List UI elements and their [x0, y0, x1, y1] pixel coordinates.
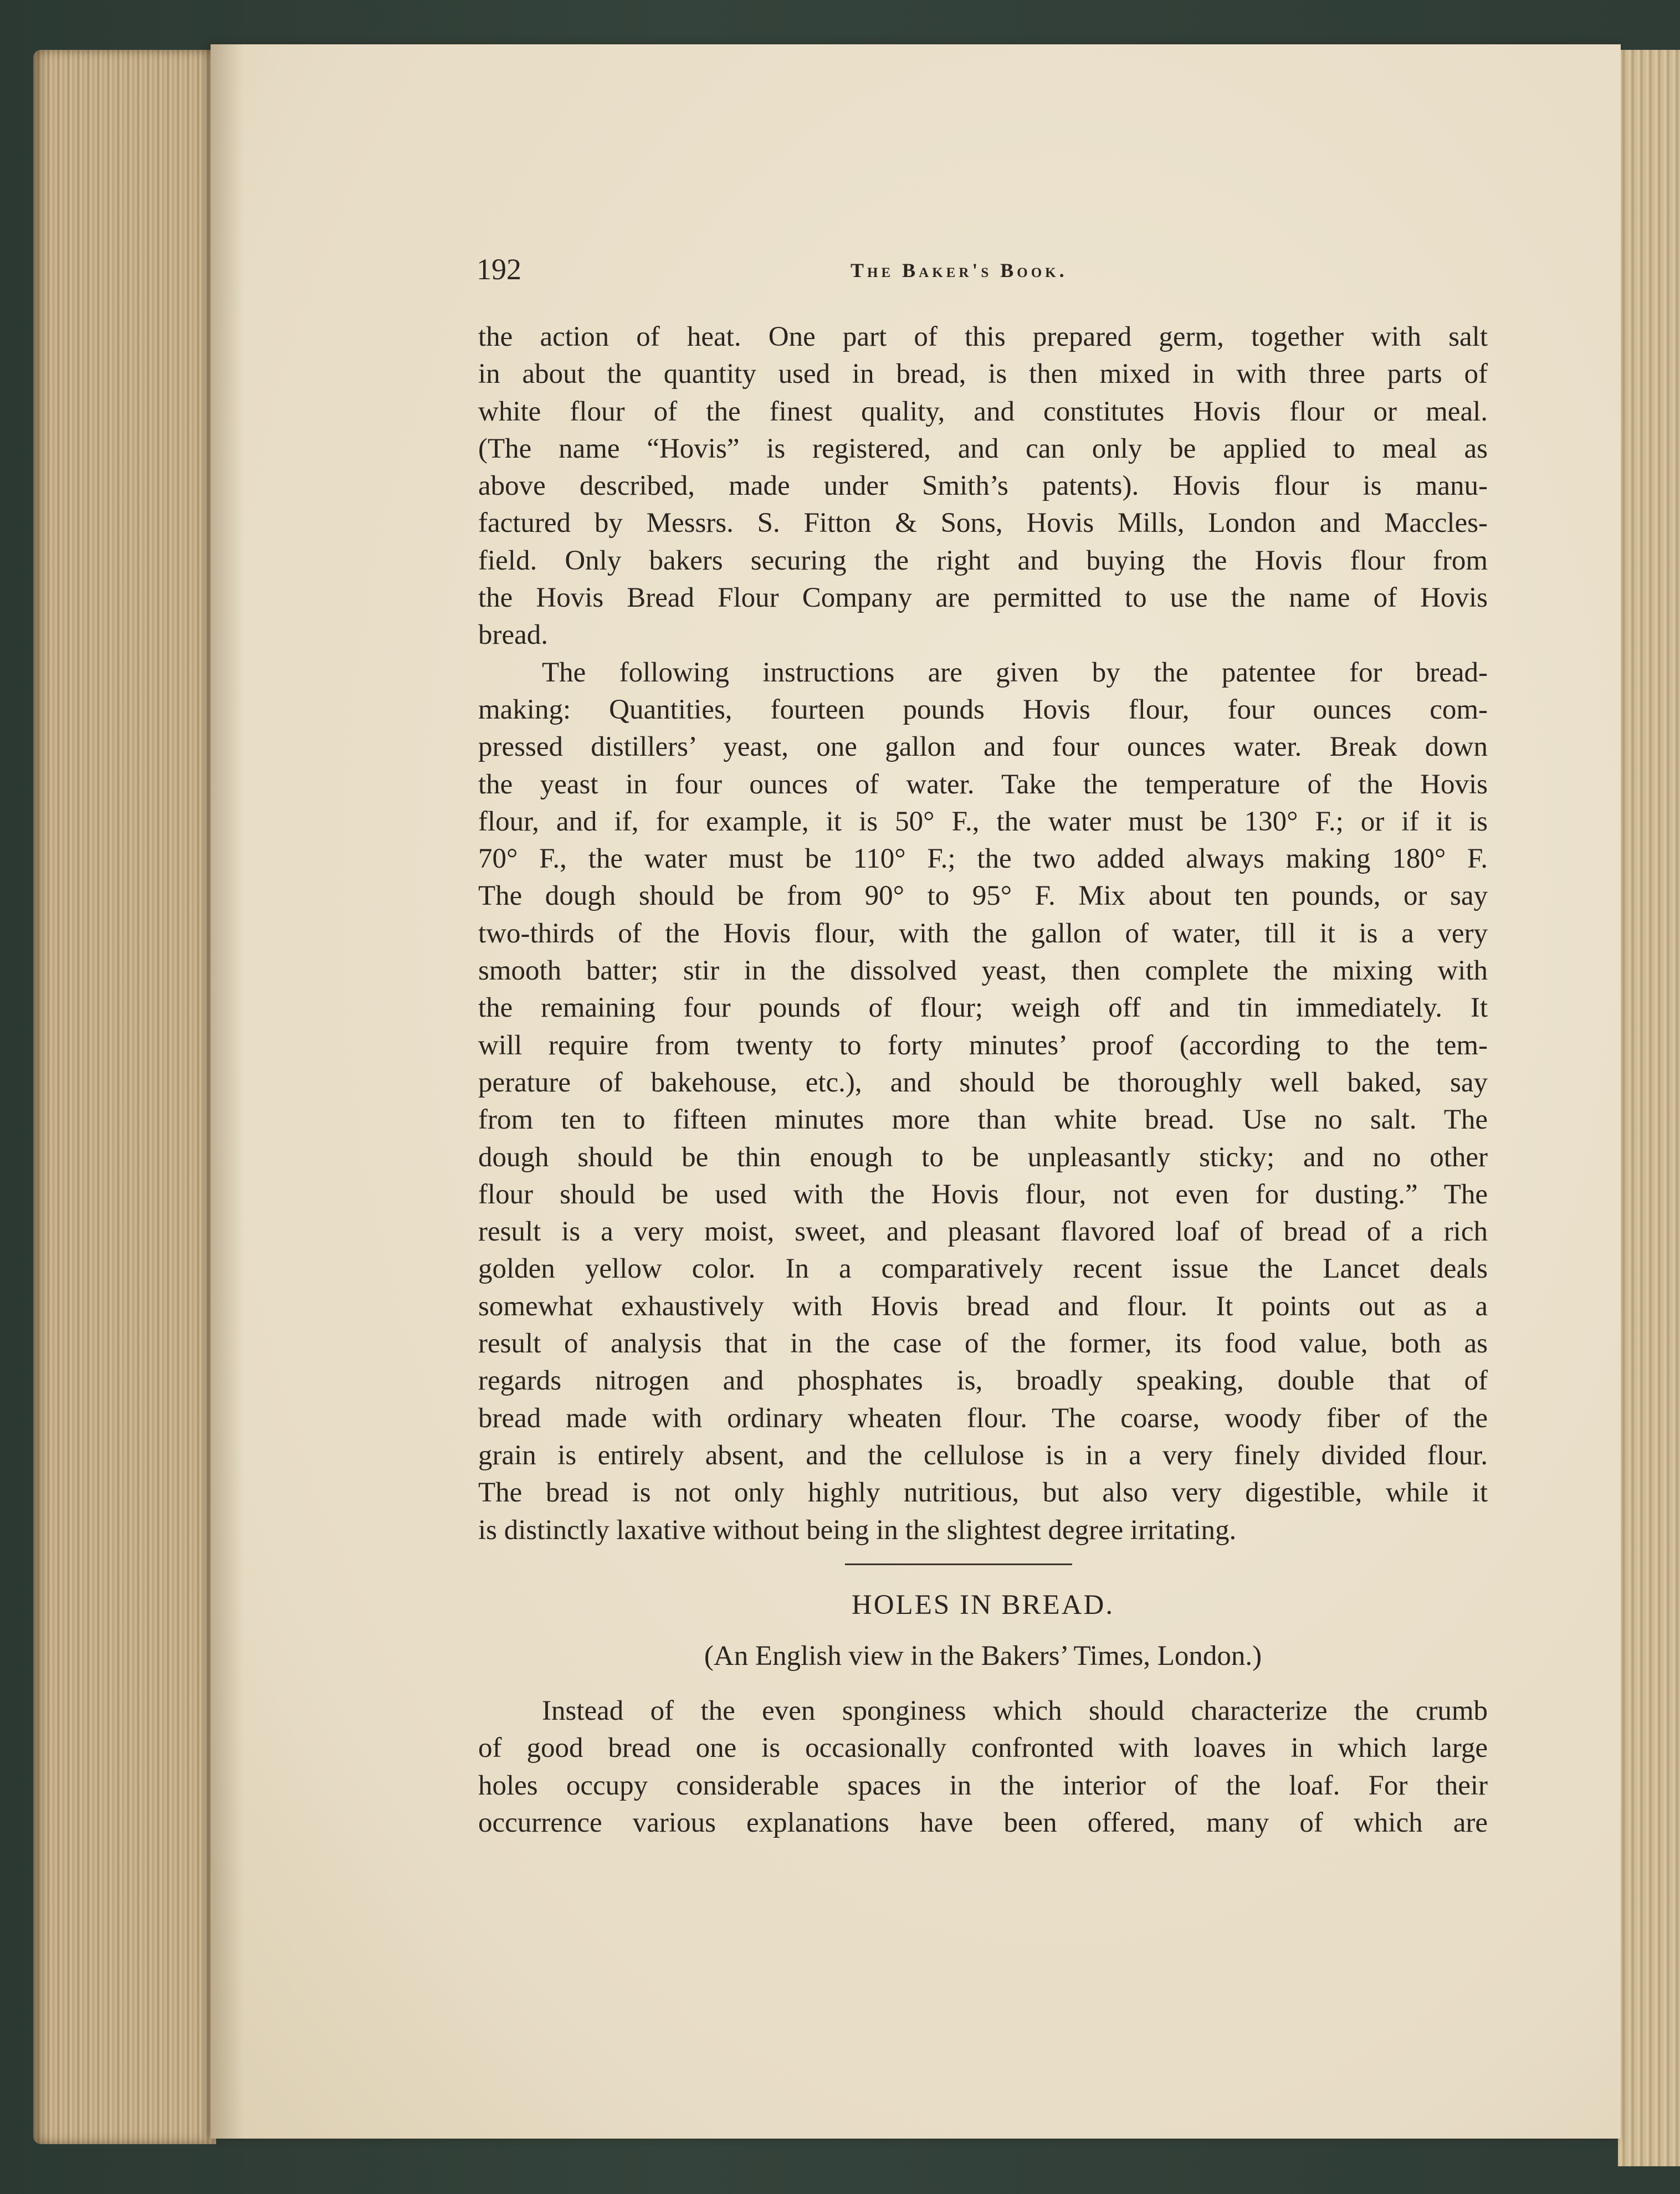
page-edges-left: [33, 50, 216, 2144]
text-line: field. Only bakers securing the right and buying the Hovis flour from: [478, 545, 1488, 576]
page-header: [477, 252, 1491, 296]
text-line: two-thirds of the Hovis flour, with the gallon of water, till it is a very: [478, 917, 1488, 949]
text-line: The following instructions are given by the patentee for bread-: [542, 657, 1488, 688]
section-title: HOLES IN BREAD.: [851, 1590, 1115, 1621]
text-line: smooth batter; stir in the dissolved yeast, then complete the mixing with: [478, 955, 1488, 987]
text-line: grain is entirely absent, and the cellulose is in a very finely divided flour.: [478, 1439, 1488, 1471]
paragraph: [478, 319, 1488, 654]
text-line: bread made with ordinary wheaten flour. The coarse, woody fiber of the: [478, 1402, 1488, 1434]
text-line: dough should be thin enough to be unpleasantly sticky; and no other: [478, 1141, 1488, 1173]
text-line: in about the quantity used in bread, is then mixed in with three parts of: [478, 358, 1488, 390]
text-line: bread.: [478, 619, 549, 651]
section-subtitle: (An English view in the Bakers’ Times, London.): [704, 1641, 1262, 1672]
text-line: above described, made under Smith’s patents). Hovis flour is manu-: [478, 470, 1488, 502]
text-line: white flour of the finest quality, and constitutes Hovis flour or meal.: [478, 396, 1488, 427]
text-line: flour should be used with the Hovis flour, not even for dusting.” The: [478, 1178, 1488, 1210]
text-line: The bread is not only highly nutritious, but also very digestible, while it: [478, 1477, 1488, 1509]
text-line: making: Quantities, fourteen pounds Hovis flour, four ounces com-: [478, 694, 1488, 725]
page-number: 192: [477, 253, 521, 286]
text-line: pressed distillers’ yeast, one gallon and four ounces water. Break down: [478, 731, 1488, 763]
text-line: the yeast in four ounces of water. Take the temperature of the Hovis: [478, 768, 1488, 800]
text-line: holes occupy considerable spaces in the interior of the loaf. For their: [478, 1770, 1488, 1801]
text-line: the action of heat. One part of this prepared germ, together with salt: [478, 321, 1488, 352]
gutter-shadow: [211, 44, 244, 2139]
text-line: regards nitrogen and phosphates is, broadly speaking, double that of: [478, 1365, 1488, 1397]
page-edges-right: [1618, 50, 1680, 2166]
text-line: 70° F., the water must be 110° F.; the two added always making 180° F.: [478, 843, 1488, 875]
text-line: Instead of the even sponginess which should characterize the crumb: [542, 1695, 1488, 1726]
section-body: [478, 1693, 1488, 1842]
running-head: The Baker's Book.: [851, 259, 1068, 281]
text-line: occurrence various explanations have been offered, many of which are: [478, 1807, 1488, 1838]
text-line: result of analysis that in the case of the former, its food value, both as: [478, 1328, 1488, 1360]
text-line: the remaining four pounds of flour; weigh off and tin immediately. It: [478, 992, 1488, 1024]
text-line: somewhat exhaustively with Hovis bread and flour. It points out as a: [478, 1290, 1488, 1322]
body-text: [478, 319, 1488, 1549]
text-line: golden yellow color. In a comparatively recent issue the Lancet deals: [478, 1253, 1488, 1285]
text-line: perature of bakehouse, etc.), and should be thoroughly well baked, say: [478, 1067, 1488, 1098]
text-line: of good bread one is occasionally confronted with loaves in which large: [478, 1732, 1488, 1764]
text-line: (The name “Hovis” is registered, and can only be applied to meal as: [478, 433, 1488, 464]
text-line: factured by Messrs. S. Fitton & Sons, Hovis Mills, London and Maccles-: [478, 508, 1488, 539]
text-line: result is a very moist, sweet, and pleasant flavored loaf of bread of a rich: [478, 1216, 1488, 1248]
text-line: flour, and if, for example, it is 50° F., the water must be 130° F.; or if it is: [478, 806, 1488, 837]
text-line: The dough should be from 90° to 95° F. Mix about ten pounds, or say: [478, 880, 1488, 912]
text-line: the Hovis Bread Flour Company are permitted to use the name of Hovis: [478, 582, 1488, 614]
paragraph: [478, 654, 1488, 1549]
text-line: from ten to fifteen minutes more than white bread. Use no salt. The: [478, 1104, 1488, 1136]
text-line: is distinctly laxative without being in the slightest degree irritating.: [478, 1514, 1237, 1546]
text-line: will require from twenty to forty minutes’ proof (according to the tem-: [478, 1029, 1488, 1061]
section-divider: [845, 1564, 1072, 1565]
